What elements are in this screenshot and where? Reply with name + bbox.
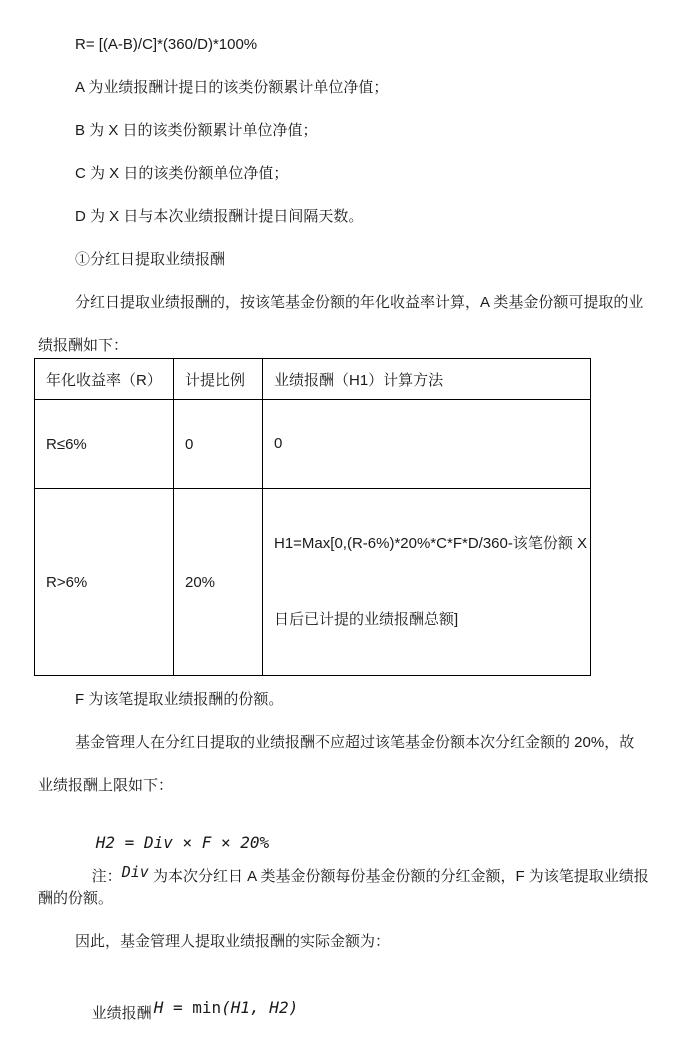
cell-method-row2: [263, 489, 591, 676]
definition-a: A 为业绩报酬计提日的该类份额累计单位净值；: [75, 79, 389, 96]
table-row: [35, 489, 591, 676]
note-line1-rest: 为本次分红日 A 类基金份额每份基金份额的分红金额，F 为该笔提取业绩报: [148, 868, 649, 885]
final-formula-line: [34, 974, 666, 1022]
table-header-row: [35, 359, 591, 400]
final-formula-args: (H1, H2): [221, 998, 299, 1017]
final-formula-lhs: H: [153, 998, 164, 1017]
paragraph-dividend-line1: 分红日提取业绩报酬的，按该笔基金份额的年化收益率计算，A 类基金份额可提取的业: [75, 294, 644, 311]
final-formula-label: 业绩报酬: [91, 1005, 152, 1022]
table-header-calc-method: 业绩报酬（H1）计算方法: [263, 359, 591, 400]
paragraph-cap-line1: 基金管理人在分红日提取的业绩报酬不应超过该笔基金份额本次分红金额的 20%，故: [75, 734, 635, 751]
cell-ratio-row1: 0: [174, 400, 263, 489]
note-line2: 酬的份额。: [38, 890, 114, 907]
paragraph-dividend-line2: 绩报酬如下：: [38, 337, 129, 354]
cell-method-row2-line2: 日后已计提的业绩报酬总额]: [274, 611, 459, 628]
definition-f: F 为该笔提取业绩报酬的份额。: [75, 691, 284, 708]
cell-method-row1: [263, 400, 591, 489]
formula-h2-expression: H2 = Div × F × 20%: [95, 833, 270, 852]
item-heading-dividend-day: ①分红日提取业绩报酬: [75, 251, 226, 268]
cell-method-row1-text: 0: [274, 435, 283, 452]
cell-ratio-row2: 20%: [174, 489, 263, 676]
table-row: [35, 400, 591, 489]
final-formula-equals: =: [163, 998, 193, 1017]
paragraph-cap-line2: 业绩报酬上限如下：: [38, 777, 174, 794]
note-div-variable: Div: [121, 863, 149, 881]
definition-c: C 为 X 日的该类份额单位净值；: [75, 165, 289, 182]
table-header-annualized-return: 年化收益率（R）: [35, 359, 174, 400]
formula-r-line: R= [(A-B)/C]*(360/D)*100%: [75, 36, 258, 53]
final-formula-min-function: min: [192, 998, 222, 1017]
cell-rate-row2: R>6%: [35, 489, 174, 676]
table-header-accrual-ratio: 计提比例: [174, 359, 263, 400]
final-formula: [154, 1000, 299, 1017]
cell-rate-row1: R≤6%: [35, 400, 174, 489]
formula-h2: [34, 807, 666, 852]
definition-d: D 为 X 日与本次业绩报酬计提日间隔天数。: [75, 208, 364, 225]
paragraph-conclusion: 因此，基金管理人提取业绩报酬的实际金额为：: [75, 933, 391, 950]
cell-method-row2-line1: H1=Max[0,(R-6%)*20%*C*F*D/360-该笔份额 X: [274, 535, 588, 552]
performance-fee-table: [34, 358, 591, 676]
note-prefix: 注：: [91, 868, 122, 885]
definition-b: B 为 X 日的该类份额累计单位净值；: [75, 122, 318, 139]
